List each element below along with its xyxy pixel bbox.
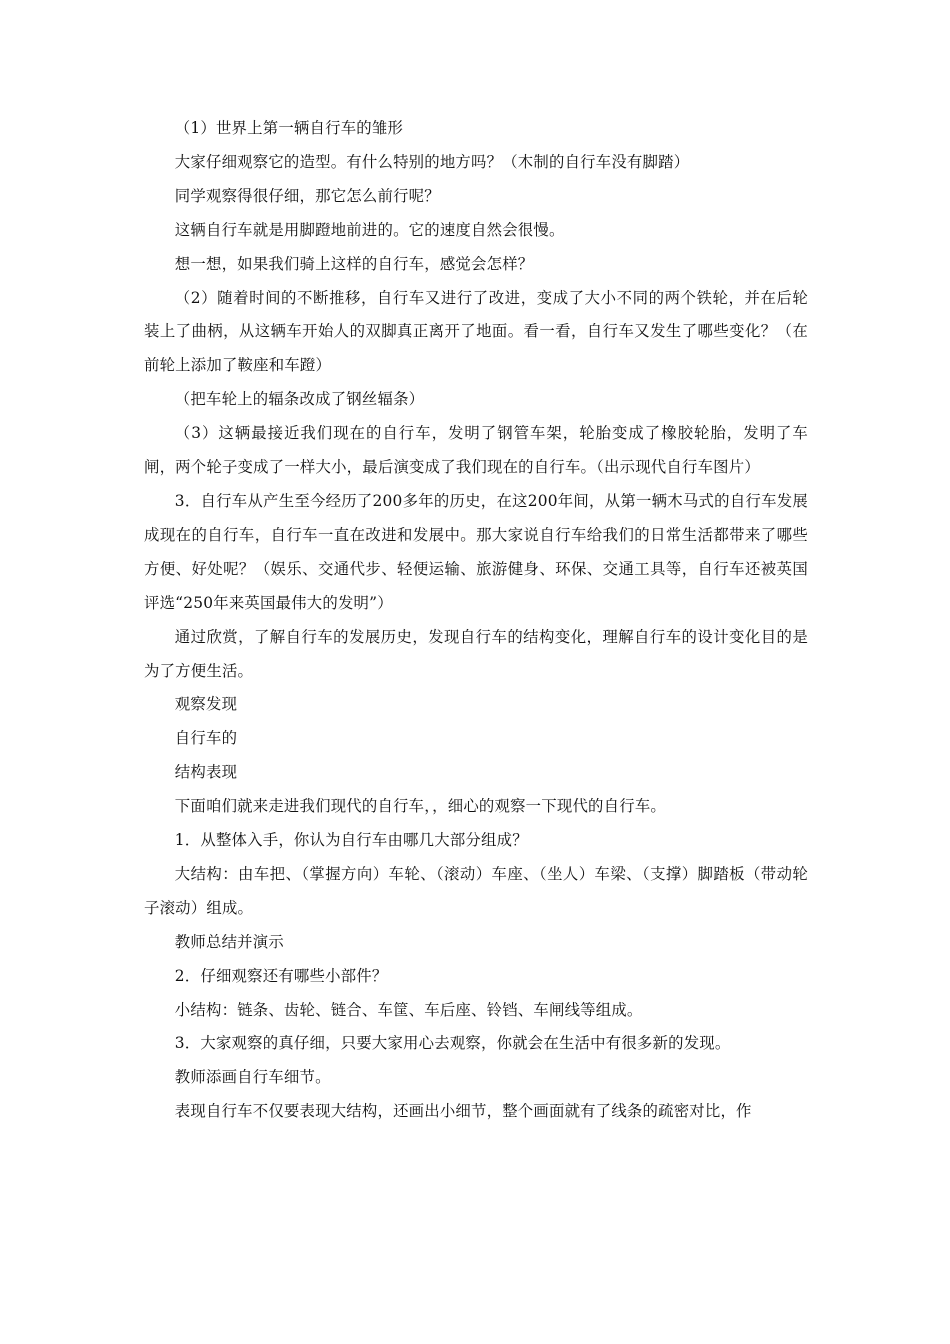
paragraph-question-main-parts: 1．从整体入手，你认为自行车由哪几大部分组成？ — [174, 831, 528, 850]
paragraph-steel-spokes: （把车轮上的辐条改成了钢丝辐条） — [174, 390, 425, 409]
paragraph-teacher-summary: 教师总结并演示 — [174, 932, 284, 951]
paragraph-structure-expression: 结构表现 — [174, 763, 238, 782]
paragraph-foot-push: 这辆自行车就是用脚蹬地前进的。它的速度自然会很慢。 — [174, 220, 565, 239]
paragraph-teacher-adds-details: 教师添画自行车细节。 — [174, 1068, 331, 1087]
paragraph-observe-discover: 观察发现 — [174, 695, 238, 714]
paragraph-observe-shape: 大家仔细观察它的造型。有什么特别的地方吗？（木制的自行车没有脚踏） — [174, 152, 690, 171]
paragraph-question-small-parts: 2．仔细观察还有哪些小部件？ — [174, 966, 388, 985]
paragraph-modern-bicycle: （3）这辆最接近我们现在的自行车，发明了钢管车架，轮胎变成了橡胶轮胎，发明了车闸，两个轮子变成了一样大小，最后演变成了我们现在的自行车。（出示现代自行车图片） — [144, 424, 808, 477]
paragraph-small-structure: 小结构：链条、齿轮、链合、车筐、车后座、铃铛、车闸线等组成。 — [174, 1000, 643, 1019]
paragraph-how-move: 同学观察得很仔细，那它怎么前行呢？ — [174, 186, 440, 205]
document-body — [144, 112, 808, 1129]
paragraph-expression-details: 表现自行车不仅要表现大结构，还画出小细节，整个画面就有了线条的疏密对比，作 — [174, 1102, 752, 1121]
paragraph-enter-modern-bicycle: 下面咱们就来走进我们现代的自行车，，细心的观察一下现代的自行车。 — [174, 797, 666, 816]
paragraph-first-bicycle-prototype: （1）世界上第一辆自行车的雏形 — [174, 119, 404, 137]
paragraph-appreciation-summary: 通过欣赏，了解自行车的发展历史，发现自行车的结构变化，理解自行车的设计变化目的是为了方便生活。 — [144, 627, 808, 680]
paragraph-history-200-years: 3．自行车从产生至今经历了200多年的历史，在这200年间，从第一辆木马式的自行车发展成现在的自行车，自行车一直在改进和发展中。那大家说自行车给我们的日常生活都带来了哪些方便、好处呢？（娱乐、交通代步、轻便运输、旅游健身、环保、交通工具等，自行车还被英国评选“250年来英国最伟大的发明”） — [144, 491, 808, 612]
paragraph-careful-observation: 3．大家观察的真仔细，只要大家用心去观察，你就会在生活中有很多新的发现。 — [174, 1034, 731, 1053]
paragraph-imagine-riding: 想一想，如果我们骑上这样的自行车，感觉会怎样？ — [174, 254, 534, 273]
paragraph-main-structure: 大结构：由车把、（掌握方向）车轮、（滚动）车座、（坐人）车梁、（支撑）脚踏板（带动轮子滚动）组成。 — [144, 864, 808, 917]
paragraph-bicycle-of: 自行车的 — [174, 729, 238, 748]
paragraph-improvement-iron-wheels: （2）随着时间的不断推移，自行车又进行了改进，变成了大小不同的两个铁轮，并在后轮装上了曲柄，从这辆车开始人的双脚真正离开了地面。看一看，自行车又发生了哪些变化？（在前轮上添加了鞍座和车蹬） — [144, 288, 808, 375]
